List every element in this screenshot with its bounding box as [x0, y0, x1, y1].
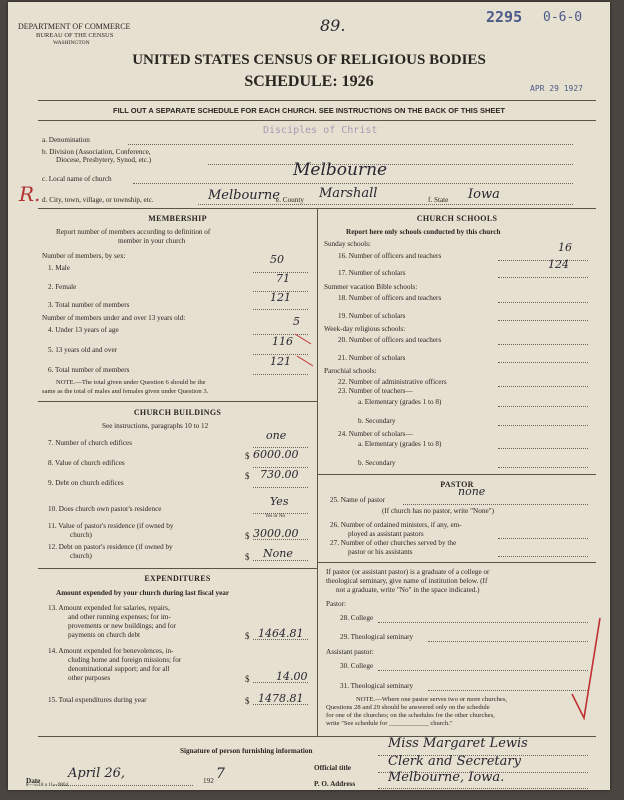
q12-line — [253, 560, 308, 561]
q1-value: 50 — [270, 253, 284, 266]
q6-line — [253, 374, 308, 375]
q3-value: 121 — [270, 291, 291, 304]
q13-line-2: and other running expenses; for im- — [68, 613, 171, 621]
q9-dollar: $ — [245, 471, 250, 481]
q13-value: 1464.81 — [258, 627, 304, 640]
q4-value: 5 — [293, 315, 300, 328]
po-address-label: P. O. Address — [314, 780, 356, 788]
q7-value: one — [266, 429, 287, 442]
q9-line — [253, 487, 308, 488]
q10-label: 10. Does church own pastor's residence — [48, 505, 162, 513]
schools-intro: Report here only schools conducted by this church — [346, 228, 501, 236]
q19-label: 19. Number of scholars — [338, 312, 406, 320]
if-pastor-line-2: theological seminary, give name of institution below. (If — [326, 577, 488, 585]
q27-line-2: pastor or his assistants — [348, 548, 413, 556]
received-date-stamp: APR 29 1927 — [530, 84, 583, 93]
q25-sub: (If church has no pastor, write "None") — [382, 507, 494, 515]
instruction-rule — [38, 120, 596, 121]
q14-dollar: $ — [245, 674, 250, 684]
membership-note-1: NOTE.—The total given under Question 6 should be the — [56, 379, 206, 386]
local-name-label: c. Local name of church — [42, 175, 112, 183]
q16-value: 16 — [558, 241, 572, 254]
if-pastor-line-3: not a graduate, write "No" in the space indicated.) — [336, 586, 480, 594]
q31-line — [428, 690, 588, 691]
city-town-label: d. City, town, village, or township, etc. — [42, 196, 154, 204]
date-label: Date — [26, 777, 41, 785]
membership-intro-1: Report number of members according to definition of — [56, 228, 211, 236]
pastor-note-4: write "See schedule for ____________ church." — [326, 720, 453, 727]
q13-line-1: 13. Amount expended for salaries, repairs, — [48, 604, 170, 612]
membership-heading: MEMBERSHIP — [148, 214, 207, 223]
schools-heading: CHURCH SCHOOLS — [416, 214, 498, 223]
q12-label: 12. Debt on pastor's residence (if owned by — [48, 543, 173, 551]
state-value: Iowa — [468, 187, 500, 202]
city-line — [198, 204, 573, 205]
local-name-value: Melbourne — [293, 160, 388, 180]
q8-label: 8. Value of church edifices — [48, 459, 125, 467]
pastor-note-2: Questions 28 and 29 should be answered only on the schedule — [326, 704, 490, 711]
weekday-label: Week-day religious schools: — [324, 325, 406, 333]
city-town-value: Melbourne — [208, 188, 280, 203]
q13-dollar: $ — [245, 631, 250, 641]
q24-label: 24. Number of scholars— — [338, 430, 413, 438]
q25-label: 25. Name of pastor — [330, 496, 386, 504]
form-number-stamp: 2295 — [486, 8, 523, 26]
pastor-label: Pastor: — [326, 600, 346, 608]
q7-label: 7. Number of church edifices — [48, 439, 133, 447]
q23a-label: a. Elementary (grades 1 to 8) — [358, 398, 442, 406]
q1-label: 1. Male — [48, 264, 70, 272]
denomination-label: a. Denomination — [42, 136, 90, 144]
q21-label: 21. Number of scholars — [338, 354, 406, 362]
page-number: 89. — [320, 16, 346, 35]
county-value: Marshall — [319, 186, 378, 201]
q23-label: 23. Number of teachers— — [338, 387, 413, 395]
schools-rule — [318, 474, 596, 475]
q14-line-3: denominational support; and for all — [68, 665, 170, 673]
q11-label: 11. Value of pastor's residence (if owned by — [48, 522, 174, 530]
q21-line — [498, 362, 588, 363]
by-age-label: Number of members under and over 13 years old: — [42, 314, 186, 322]
date-line — [53, 785, 193, 786]
q30-label: 30. College — [340, 662, 374, 670]
expenditures-intro: Amount expended by your church during last fiscal year — [56, 589, 230, 597]
division-line — [208, 164, 573, 165]
q16-line — [498, 260, 588, 261]
q10-sub: Yes or No — [265, 514, 286, 519]
q11-label-2: church) — [70, 531, 92, 539]
parochial-label: Parochial schools: — [324, 367, 377, 375]
q27-line — [498, 556, 588, 557]
official-title-label: Official title — [314, 764, 351, 772]
margin-mark: R. — [19, 182, 41, 206]
column-divider — [317, 208, 318, 736]
q26-line — [498, 538, 588, 539]
header-rule — [38, 100, 596, 101]
q5-value: 116 — [272, 335, 293, 348]
bureau-label: BUREAU OF THE CENSUS — [36, 32, 114, 39]
q27-line-1: 27. Number of other churches served by the — [330, 539, 457, 547]
q28-label: 28. College — [340, 614, 374, 622]
q15-dollar: $ — [245, 696, 250, 706]
q6-value: 121 — [270, 355, 291, 368]
membership-note-2: same as the total of males and females given under Question 3. — [42, 388, 209, 395]
state-label: f. State — [428, 196, 449, 204]
q20-label: 20. Number of officers and teachers — [338, 336, 442, 344]
q13-line — [253, 639, 308, 640]
q13-line-4: payments on church debt — [68, 631, 141, 639]
code-stamp: 0-6-0 — [543, 10, 583, 25]
q12-dollar: $ — [245, 552, 250, 562]
dept-label: DEPARTMENT OF COMMERCE — [18, 22, 131, 31]
q9-value: 730.00 — [260, 468, 299, 481]
q23a-line — [498, 406, 588, 407]
buildings-intro: See instructions, paragraphs 10 to 12 — [102, 422, 209, 430]
po-address-line — [378, 788, 588, 789]
q18-line — [498, 302, 588, 303]
printer-code: 8—5518 a 11—9064 — [26, 783, 69, 788]
membership-rule — [38, 401, 317, 402]
q24b-label: b. Secondary — [358, 459, 396, 467]
q9-label: 9. Debt on church edifices — [48, 479, 124, 487]
q29-label: 29. Theological seminary — [340, 633, 414, 641]
red-check-mark — [570, 614, 604, 724]
expenditures-heading: EXPENDITURES — [144, 574, 211, 583]
q4-label: 4. Under 13 years of age — [48, 326, 119, 334]
q26-line-1: 26. Number of ordained ministers, if any, em- — [330, 521, 462, 529]
denomination-stamp: Disciples of Christ — [263, 125, 378, 136]
q14-line-1: 14. Amount expended for benevolences, in- — [48, 647, 174, 655]
q15-value: 1478.81 — [258, 692, 304, 705]
q23b-line — [498, 425, 588, 426]
form-title: UNITED STATES CENSUS OF RELIGIOUS BODIES — [132, 52, 486, 68]
q2-label: 2. Female — [48, 283, 77, 291]
buildings-heading: CHURCH BUILDINGS — [133, 408, 222, 417]
summer-label: Summer vacation Bible schools: — [324, 283, 418, 291]
q15-line — [253, 704, 308, 705]
q3-label: 3. Total number of members — [48, 301, 130, 309]
q19-line — [498, 320, 588, 321]
q22-line — [498, 386, 588, 387]
q12-label-2: church) — [70, 552, 92, 560]
q11-value: 3000.00 — [253, 527, 299, 540]
q15-label: 15. Total expenditures during year — [48, 696, 147, 704]
census-form-sheet — [8, 2, 610, 790]
q17-value: 124 — [548, 258, 569, 271]
q20-line — [498, 344, 588, 345]
city-label: WASHINGTON — [53, 40, 90, 46]
buildings-rule — [38, 568, 317, 569]
q30-line — [378, 670, 588, 671]
year-suffix: 7 — [216, 766, 225, 782]
q10-value: Yes — [270, 495, 289, 508]
denomination-line — [128, 144, 573, 145]
q14-line — [253, 682, 308, 683]
division-label-2: Diocese, Presbytery, Synod, etc.) — [56, 156, 152, 164]
q8-dollar: $ — [245, 451, 250, 461]
instruction-line: FILL OUT A SEPARATE SCHEDULE FOR EACH CHURCH. SEE INSTRUCTIONS ON THE BACK OF THIS SHEET — [113, 106, 505, 115]
q24b-line — [498, 467, 588, 468]
q26-line-2: ployed as assistant pastors — [348, 530, 424, 538]
signature-value: Miss Margaret Lewis — [388, 736, 528, 751]
q23b-label: b. Secondary — [358, 417, 396, 425]
q5-label: 5. 13 years old and over — [48, 346, 118, 354]
signature-label: Signature of person furnishing information — [180, 747, 313, 755]
division-label: b. Division (Association, Conference, — [42, 148, 151, 156]
sunday-label: Sunday schools: — [324, 240, 371, 248]
q25-value: none — [458, 485, 486, 498]
county-label: e. County — [276, 196, 304, 204]
q11-line — [253, 539, 308, 540]
year-prefix: 192 — [203, 777, 214, 785]
po-address-value: Melbourne, Iowa. — [388, 770, 505, 785]
q3-line — [253, 309, 308, 310]
q18-label: 18. Number of officers and teachers — [338, 294, 442, 302]
by-sex-label: Number of members, by sex: — [42, 252, 126, 260]
asst-pastor-label: Assistant pastor: — [326, 648, 374, 656]
q8-value: 6000.00 — [253, 448, 299, 461]
local-name-line — [133, 183, 573, 184]
membership-intro-2: member in your church — [118, 237, 186, 245]
q24a-label: a. Elementary (grades 1 to 8) — [358, 440, 442, 448]
q11-dollar: $ — [245, 531, 250, 541]
pastor-note-1: NOTE.—Where one pastor serves two or more churches, — [356, 696, 508, 703]
q16-label: 16. Number of officers and teachers — [338, 252, 442, 260]
q17-line — [498, 277, 588, 278]
q14-value: 14.00 — [276, 670, 308, 683]
schedule-title: SCHEDULE: 1926 — [244, 73, 374, 90]
pastor-note-3: for one of the churches; on the schedules for the other churches, — [326, 712, 495, 719]
q31-label: 31. Theological seminary — [340, 682, 414, 690]
q13-line-3: provements or new buildings; and for — [68, 622, 176, 630]
q25-line — [403, 504, 588, 505]
q14-line-4: other purposes — [68, 674, 111, 682]
pastor-heading: PASTOR — [440, 480, 474, 489]
q6-label: 6. Total number of members — [48, 366, 130, 374]
q14-line-2: cluding home and foreign missions; for — [68, 656, 182, 664]
if-pastor-line-1: If pastor (or assistant pastor) is a graduate of a college or — [326, 568, 490, 576]
q29-line — [428, 641, 588, 642]
pastor-rule — [318, 562, 596, 563]
official-title-value: Clerk and Secretary — [388, 754, 521, 769]
q24a-line — [498, 448, 588, 449]
q28-line — [378, 622, 588, 623]
q2-value: 71 — [276, 272, 290, 285]
q17-label: 17. Number of scholars — [338, 269, 406, 277]
q22-label: 22. Number of administrative officers — [338, 378, 447, 386]
q12-value: None — [263, 547, 293, 560]
date-value: April 26, — [68, 766, 126, 781]
red-tick-marks — [293, 330, 323, 370]
